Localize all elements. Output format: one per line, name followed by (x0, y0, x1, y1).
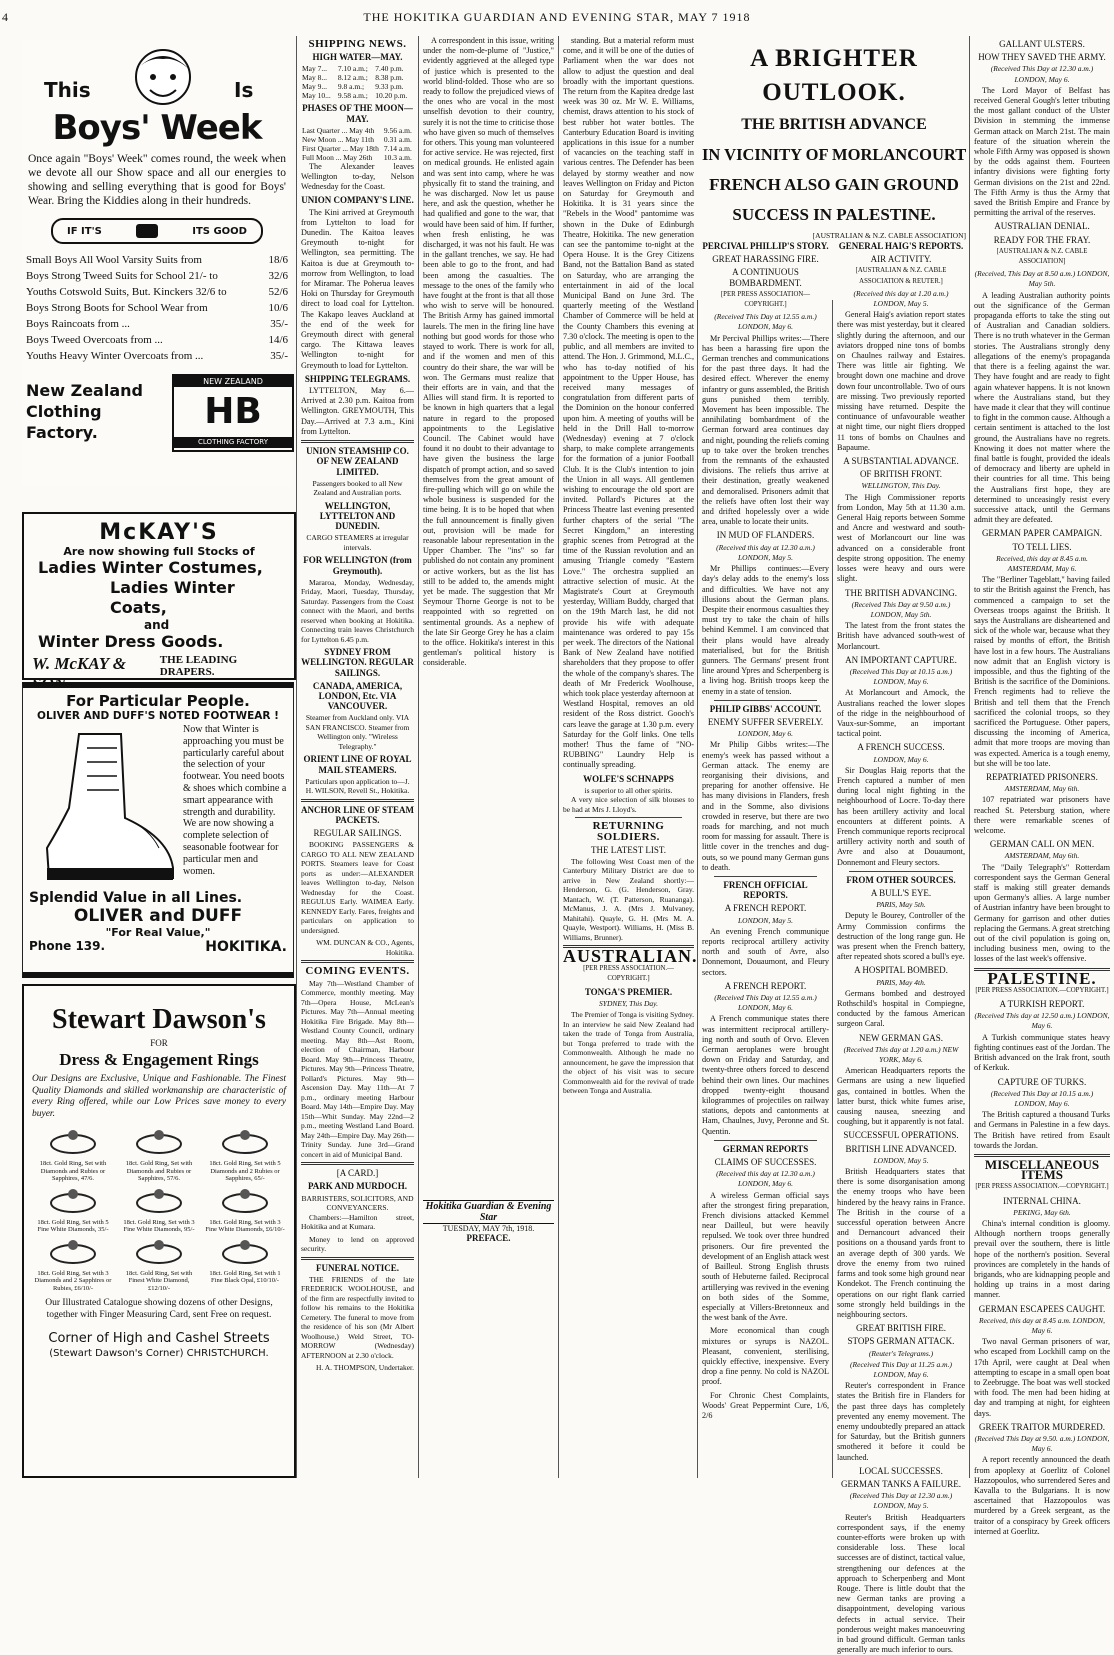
page-number: 4 (2, 10, 9, 24)
boys-week-title: Boys' Week (52, 108, 262, 148)
col7-b3: The "Berliner Tageblatt," having failed to stir the British against the French, has commenced a campaign to set the Overseas troops against the British. It says the Australians are disheartened and sick of the whole war, because what they raised by months of effort, the British have lost in a few hours. The Australians now admit that an English victory is impossible, and thus the fighting of the British is the sacrifice of the Dominions. French regiments had to relieve the British and tell them that the French sacrificed the colonial troops, so they sacrificed the Portuguese. Other papers, discussing the incoming of America, admit that more troops are moving than was expected. America is a tough enemy, but she will be too late. (974, 575, 1110, 768)
moon-cell: 0.31 a.m. (383, 134, 412, 144)
col6-h7: A HOSPITAL BOMBED. (854, 965, 948, 976)
oliver-head1: For Particular People. (66, 692, 250, 710)
col7-d12: (Received This Day at 9.50. a.m.) LONDON, May 6. (974, 1434, 1110, 1454)
col5-b1: Mr Percival Phillips writes:—There has been a harassing fire upon the German trenches and communications for the past three days. It had the desired effect. Wherever the enemy infantry or guns assembled, the British guns punished them terribly. Movement has been impossible. The annihilating bombardment of the German forward area continues day and night, pounding the reliefs coming up to take over the broken trenches from the remnants of the exhausted divisions. The reliefs thus arrive at their destination, greatly weakened and demoralised. Prisoners admit that the reliefs have often lost their way and drifted hopelessly over a wide area, unable to locate their units. (702, 333, 829, 527)
dawson-name: Stewart Dawson's (52, 1004, 266, 1035)
park-money: Money to lend on approved security. (301, 1234, 414, 1254)
moon-cell: First Quarter ... May 18th (302, 143, 379, 153)
col5-b5: A French communique states there was intermittent reciprocal artillery-ing north and south of Orvo. Eleven German aeroplanes were brought down on Friday and Saturday, and twenty-three others forced to descend behind their own lines. Our machines dropped twenty-eight thousand kilogrammes of projectiles on railway stations, depots and cantonments at Ham, Chaulnes, Juvy, Peronne and St. Quentin. (702, 1014, 829, 1136)
headline-l1: A BRIGHTER OUTLOOK. (750, 45, 918, 106)
park-heading: PARK AND MURDOCH. (307, 1181, 408, 1192)
ring-icon (129, 1236, 189, 1266)
oliver-body: Now that Winter is approaching you must be particularly careful about the selection of your footwear. You need boots & shoes which combine a smart appearance with strength and durability. We are now showing a complete selection of seasonable footwear for particular men and women. (183, 724, 287, 877)
moon-row (301, 126, 414, 135)
col6-h6: FROM OTHER SOURCES. (846, 874, 956, 885)
ad-this: This (44, 78, 91, 102)
tide-cell: May 7... (302, 64, 327, 74)
tide-cell: 7.40 p.m. (375, 64, 404, 74)
ring-caption: 18ct. Gold Ring, Set with 3 Diamonds and 2 Sapphires or Rubies, £6/10/- (34, 1269, 112, 1292)
col7-h7: A TURKISH REPORT. (999, 999, 1085, 1010)
banner-left: IF IT'S (67, 225, 102, 237)
local-news-column (563, 36, 698, 1480)
ring-grid (24, 1124, 294, 1294)
col7-h3b: TO TELL LIES. (1012, 541, 1072, 552)
masthead (0, 0, 1114, 34)
col6-b10: Reuter's correspondent in France states the British fire in Flanders for the past three days has completely prevented any enemy movement. The enemy undoubtedly prepared an attack for Saturday, but the British gunners smothered it before it could be launched. (837, 1381, 965, 1462)
dawson-catalogue: Our Illustrated Catalogue showing dozens of other Designs, together with Finger Measuring Card, sent Free on request. (45, 1298, 273, 1320)
col7-h1b: HOW THEY SAVED THE ARMY. (978, 52, 1106, 63)
boot-icon (29, 728, 179, 888)
col7-b8: The British captured a thousand Turks and Germans in Palestine in a few days. The British have retired from Esault towards the Jordan. (974, 1110, 1110, 1150)
wg-body: Mararoa, Monday, Wednesday, Friday, Maori, Tuesday, Thursday, Saturday. Passengers from the Coast connect with the Maori, and berths reserved when booking at Hokitika. Connecting train leaves Christchurch for Lyttelton 6.45 p.m. (301, 577, 414, 644)
ring-item (118, 1236, 200, 1293)
ring-item (32, 1236, 114, 1293)
australian-dateline: SYDNEY, This Day. (599, 999, 658, 1009)
park-sub: BARRISTERS, SOLICITORS, AND CONVEYANCERS. (301, 1193, 414, 1213)
union-body: The Kini arrived at Greymouth from Lyttelton to load for Dunedin. The Kaitoa leaves Greymouth to-night for Wellington, sea permitting. The Kaitoa is due at Greymouth to-morrow from Wellington, to load for Miramar. The Poherua leaves Hoki on Thursday for Greymouth direct to load coal for Lyttelton. The Kakapo leaves Auckland at the end of the week for Greymouth direct with general cargo. The Kittawa leaves Wellington to-night for Greymouth to load for Lyttelton. (301, 207, 414, 370)
anchor-agents: WM. DUNCAN & CO., Agents, Hokitika. (316, 938, 414, 957)
shipping-p1: The Alexander leaves Wellington to-day, Nelson Wednesday for the Coast. (301, 161, 414, 192)
col6-d8: (Received This day at 1.20 a.m.) NEW YORK, May 6. (843, 1044, 959, 1065)
events-body: May 7th—Westland Chamber of Commerce, monthly meeting. May 7th—Opera House, McLean's Pictures. May 7th—Annual meeting Hokitika Fire Brigade. May 8th—Westland County Council, ordinary meeting. May 8th—Ast Room, election of Chairman, Harbour Board. May 9th—Princess Theatre, Pictures. May 9th—Princess Theatre, Pollard's Pictures. May 9th—Ascension Day. May 11th—At 7 p.m., ordinary meeting Harbour Board. May 14th—Empire Day. May 15th—Whit Sunday. May 22nd—2 p.m., meeting Westland Land Board. May 24th—Empire Day. May 26th—Trinity Sunday. June 3rd—Grand concert in aid of Municipal Band. (301, 978, 414, 1159)
mckay-line5: Winter Dress Goods. (38, 632, 224, 651)
ring-icon (43, 1236, 103, 1266)
dawson-for: FOR (150, 1038, 168, 1048)
wolfe-heading: WOLFE'S SCHNAPPS (583, 773, 674, 784)
col6-h5: A FRENCH SUCCESS. (857, 742, 945, 753)
moon-cell: New Moon ... May 11th (302, 134, 375, 144)
moon-cell: 9.56 a.m. (383, 125, 412, 135)
price-item-value: 14/6 (268, 334, 288, 346)
column-rule (969, 36, 970, 1478)
tide-cell: 9.58 a.m.; (337, 91, 368, 101)
col5-d6: (Received this day at 12.30 a.m.) LONDON, May 6. (716, 1169, 815, 1189)
mckay-advertisement (22, 512, 296, 680)
col7-d1: (Received This Day at 12.30 a.m.) LONDON, May 6. (990, 64, 1094, 84)
ring-caption: 18ct. Gold Ring, Set with 3 Fine White Diamonds, 95/- (123, 1218, 195, 1233)
telegrams-body: LYTTELTON, May 6.—Arrived at 2.30 p.m. Kaitoa from Wellington. GREYMOUTH, This Day.—Arrived at 7.3 a.m., Kini from Lyttelton. (301, 386, 414, 436)
col6-h4: AN IMPORTANT CAPTURE. (845, 654, 957, 665)
price-item-label: Youths Heavy Winter Overcoats from ... (26, 350, 204, 362)
park-chambers: Chambers:—Hamilton street, Hokitika and at Kumara. (301, 1212, 414, 1232)
price-item-value: 35/- (270, 350, 288, 362)
price-list-item (26, 300, 288, 316)
logo-bottom: CLOTHING FACTORY (174, 437, 292, 448)
col3-top-body: A correspondent in this issue, writing under the nom-de-plume of "Justice," evidently aggrieved at the alleged type of justice which is presented to the world blind-folded. Those who are so ready to follow the prejudiced views of the ones who are vocal in the most unselfish devotion to their country, surely it is not the time to criticise those who have given so much of themselves for others. This young man volunteered for active service. He was rejected, first on medical grounds. He enlisted again and was sent into camp, where he was physically fit to stand the training, and he was discharged. Now let us pause here, and ask the question, whether he had qualified and gone to the war, that would have been said of him. If further, when fresh enlisting, he was discharged, it was not his fault. He was in the gallant trenches, we say. He had been able to go to the front, and had been among the casualties. The message to the ones of the family who have fought at the front is that all those who wish to serve will be honoured. The British Army has gained immortal laurels. The men in the firing line have nothing but good words for those who stayed to work. There is work for all, and if the women and men of this country do their share, the war will be won. The Germans must realize that their efforts are in vain, and that the Allies will stand firm. It is reported to be known in high quarters that a legal nature in regard to the proposed appointments to the Legislative Council. The Cabinet would have found it no doubt to their advantage to have given the business the large dispatch of prompt action, and so saved themselves from the great amount of fire-pulling which will go on while the whole business is suspended for the time being. It is to be hoped that when the full announcement is finally given out, provision will be made for reasonable labour representation in the Upper Chamber. The "ins" so far published do not contain any prominent or active workers, but as the list has still to be added to, the amends might yet be made. The suggestion that Mr Seymour Thorne George is not to be reappointed with so regretted on sentimental grounds. As a nephew of the late Sir George Grey he has a claim to the office. Hokitika's interest in this gentleman's political history is considerable. (423, 36, 554, 668)
col7-h1: GALLANT ULSTERS. (999, 39, 1085, 49)
col7-b10: China's internal condition is gloomy. Although northern troops generally prevail over the southern, there is little hope of the northern's position. Several provinces are completely in the hands of brigands, who are kidnapping people and holding up trains in a most daring manner. (974, 1218, 1110, 1300)
col6-d5: LONDON, May 6. (873, 754, 929, 764)
ring-icon (215, 1236, 275, 1266)
nz-clothing-factory: New Zealand Clothing Factory. (26, 381, 143, 442)
boys-price-list (22, 252, 292, 364)
war-news-column-1 (702, 238, 829, 1480)
col7-h12: GREEK TRAITOR MURDERED. (979, 1421, 1105, 1432)
col5-h1b: GREAT HARASSING FIRE. (712, 254, 819, 265)
ring-caption: 18ct. Gold Ring, Set with 5 Fine White Diamonds, 35/- (37, 1218, 109, 1233)
oliver-names: OLIVER and DUFF (73, 906, 243, 926)
col6-b2: The High Commissioner reports from London, May 5th at 11.30 a.m. General Haig reports between Somme and Ancre and westward and south-west of Morlancourt our line was advanced on a considerable front despite strong opposition. The enemy losses were heavy and ours were slight. (837, 492, 965, 584)
moon-table (301, 126, 414, 162)
price-item-label: Boys Raincoats from ... (26, 318, 130, 330)
tide-cell: 7.10 a.m.; (337, 64, 368, 74)
moon-row (301, 135, 414, 144)
ring-icon (43, 1126, 103, 1156)
col4-body: standing. But a material reform must come, and it will be one of the duties of Parliament when the war does not allow to adjust the question and deal broadly with the important questions. The return from the Kapitea dredge last week was 30 oz. Mr W. E. Williams, chemist, draws attention to his stock of best rubber hot water bottles. The Canterbury Education Board is inviting applications in this issue for a number of vacancies on the teaching staff in various centres. The Defender has been delayed by stormy weather and now leaves Wellington on Friday and Picton on Saturday for Greymouth and Hokitika. It is 31 years since the "Rebels in the Wood" pantomime was shown in the Duke of Edinburgh Theatre, Hokitika. The new generation can see the pantomime to-night at the Opera House. It is the Grey Citizens Band, not the Battalion Band as stated on Saturday, who are arranging the entertainment in aid of the local Municipal Band on June 3rd. The quarterly meeting of the Westland Chamber of Commerce will be held at the County Chambers this evening at 7.30 o'clock. The meeting is open to the public, and all members are invited to attend. The Hon. J. Grimmond, M.L.C., who has to-day notified of his appointment to the Upper House, has received many messages of congratulation from different parts of the Dominion on the honour conferred upon him. A meeting of youths will be held in the Drill Hall to-morrow (Wednesday) evening at 7 o'clock sharp, to make complete arrangements for the formation of a junior Football Club. It is the Club's intention to join the Union in all ways. All gentlemen wishing to encourage the old sport are invited. Pollard's Pictures at the Princess Theatre last evening presented further chapters of the serial "The Secret Kingdom," an interesting graphic scenes from Petrograd at the time of the Russian revolution and an amusing Triangle comedy "Eastern Love." The orchestra supplied an attractive selection of music. At the Magistrate's Court at Greymouth yesterday, William Buddy, charged that on the 19th March last, he did not provide his wife with adequate maintenance was ordered to pay 15s per week. The directors of the National Bank of New Zealand have notified shareholders that they propose to offer the whole of the company's shares. The death of Mr Frederick Woolhouse, which took place yesterday afternoon at Westland Hospital, removes an old resident of the Ross district. Gooch's cars leave the garage at 1.30 p.m. every Saturday for the Golf links. One tells mother! Thus the fame of "NO-RUBBING" Laundry Help is continually spreading. (563, 36, 694, 770)
moon-row (301, 153, 414, 162)
wolfe-blouses: A very nice selection of silk blouses to be had at Mrs J. Lloyd's. (563, 795, 694, 814)
col6-h1: GENERAL HAIG'S REPORTS. (838, 241, 964, 251)
tide-table (301, 64, 414, 100)
boys-week-advertisement (22, 40, 292, 486)
australian-body: The Premier of Tonga is visiting Sydney. In an interview he said New Zealand had taken the trade of Tonga from Australia, but Tonga preferred to trade with the Commonwealth. Although he made no announcement, he gave the impression that the object of his visit was to secure Commonwealth aid for the revival of trade between Tonga and Australia. (563, 1010, 694, 1096)
ring-caption: 18ct. Gold Ring, Set with Diamonds and Rubies or Sapphires, 47/6. (39, 1160, 107, 1182)
tide-row (301, 91, 414, 100)
preface-heading: PREFACE. (466, 1233, 511, 1243)
headline-l5: SUCCESS IN PALESTINE. (732, 205, 936, 224)
oliver-tag: "For Real Value," (105, 926, 211, 939)
column-rule (296, 36, 297, 1478)
price-item-label: Boys Strong Tweed Suits for School 21/- to (26, 270, 218, 282)
tide-row (301, 82, 414, 91)
col5-b6: A wireless German official says after the strongest firing preparation, French divisions attacked Kemmel near Dailleul, but were heavily repulsed. We took over three hundred prisoners. Our fire prevented the development of an English attack west of Bailleul. Strong English thrusts south of Hebuterne failed. Reciprocal artillerying was revived in the evening on both sides of the Somme, especially at Villers-Bretonneux and the west bank of the Avre. (702, 1190, 829, 1323)
ring-caption: 18ct. Gold Ring, Set with 3 Fine White Diamonds, £6/10/- (205, 1218, 285, 1233)
tide-cell: May 9... (302, 82, 327, 92)
oliver-phone: Phone 139. (29, 939, 106, 953)
col6-d9: LONDON, May 5. (873, 1155, 929, 1165)
column-rule (697, 300, 698, 1478)
moon-row (301, 144, 414, 153)
orient-heading: ORIENT LINE OF ROYAL MAIL STEAMERS. (303, 754, 412, 775)
col5-d3: LONDON, May 6. (737, 729, 793, 739)
price-item-value: 18/6 (268, 254, 288, 266)
moon-cell: 7.14 a.m. (383, 143, 412, 153)
col5-h6b: CLAIMS OF SUCCESSES. (714, 1157, 817, 1168)
col6-b6: Deputy le Bourey, Controller of the Army Commission confirms the destruction of the long range gun. He was present when the French battery, after repeated shots scored a bull's eye. (837, 911, 965, 962)
mckay-line3: Ladies Winter Coats, (110, 578, 235, 617)
col7-d11: Received, this day at 8.45 a.m. LONDON, May 6. (978, 1315, 1106, 1335)
col7-d7: (Received This day at 12.50 a.m.) LONDON, May 6. (974, 1011, 1110, 1031)
col7-b11: Two naval German prisoners of war, who escaped from Lockhill camp on the 17th April, were caught at Deal when attempting to escape in a small open boat to Zeebrugge. The boat was well stocked with food. The men had been hiding at day and tramping at night, for eighteen days. (974, 1337, 1110, 1418)
anchor-heading: ANCHOR LINE OF STEAM PACKETS. (301, 804, 414, 826)
col6-d1: (Received this day at 1.20 a.m.) LONDON, May 5. (853, 288, 949, 309)
col6-d2: WELLINGTON, This Day. (861, 481, 941, 491)
col7-b4: 107 repatriated war prisoners have reached St. Petersburg station, where there were remarkable scenes of welcome. (974, 795, 1110, 836)
col7-b12: A report recently announced the death from apoplexy at Goerlitz of Colonel Hazzopoulos, who surrendered Seres and Kavalla to the Bulgarians. It is now ascertained that Hazzopoulos was murdered by a Greek sergeant, as the traitor of a conspiracy by Greek officers interned at Goerlitz. (974, 1455, 1110, 1536)
funeral-undertaker: H. A. THOMPSON, Undertaker. (316, 1363, 414, 1373)
col7-b1: The Lord Mayor of Belfast has received General Gough's letter tributing the most gallant conduct of the Ulster Division in stemming the immense German attack on March 21st. The main feature of the situation wherein the whole Fifth Army was opposed is shown by the odds against them. Fourteen infantry divisions were fighting forty German divisions on the 21st and 22nd. The Fifth Army is thus the Army that saved the British Empire and France by permitting the arrival of the reserves. (974, 85, 1110, 218)
mckay-sign: W. McKAY & (32, 654, 126, 673)
ring-item (204, 1126, 286, 1183)
ring-caption: 18ct. Gold Ring, Set with Finest White Diamond, £12/10/- (125, 1269, 193, 1292)
war-news-column-2 (837, 238, 965, 1655)
col6-d11: (Received This Day at 12.30 a.m.) LONDON, May 5. (849, 1491, 953, 1511)
col6-h6b: A BULL'S EYE. (870, 887, 932, 898)
price-item-label: Youths Cotswold Suits, But. Kinckers 32/6 to (26, 286, 227, 298)
col5-b2: Mr Phillips continues:—Every day's delay adds to the enemy's loss and difficulties. We have not any illusions about the German plans. Despite their enormous casualties they must try to take the chain of hills behind Kemmel. I am convinced that their plans would have already materialised, but for the British gunners. The Germans' present front line around Ypres and Scherpenberg is a living hog. British troops keep the enemy in a state of tension. (702, 564, 829, 696)
canada-sub: Steamer from Auckland only. VIA SAN FRANCISCO. Steamer from Wellington only. "Wireless Telegraphy." (305, 713, 410, 751)
col7-h4: REPATRIATED PRISONERS. (986, 772, 1098, 783)
col6-h10c: (Reuter's Telegrams.) (868, 1348, 934, 1358)
ring-icon (129, 1185, 189, 1215)
events-heading: COMING EVENTS. (305, 965, 410, 978)
col7-cred3: [PER PRESS ASSOCIATION.—COPYRIGHT.] (975, 1183, 1109, 1191)
col5-h3: PHILIP GIBBS' ACCOUNT. (709, 703, 822, 714)
editorial-column (423, 36, 554, 1480)
boys-week-intro: Once again "Boys' Week" comes round, the week when we devote all our Show space and all our energies to showing and selling everything that is good for Boys' Wear. Bring the Kiddies along in their hundreds. (28, 153, 286, 207)
col6-b4: At Morlancourt and Amock, the Australians reached the lower slopes of the ridge in the neighbourhood of Vaux-sur-Somme, an important tactical point. (837, 688, 965, 739)
tide-cell: 9.33 p.m. (375, 82, 404, 92)
price-item-label: Boys Strong Boots for School Wear from (26, 302, 208, 314)
price-list-item (26, 268, 288, 284)
col7-d3: Received, this day at 8.45 a.m. AMSTERDAM, May 6. (996, 553, 1088, 573)
anchor-body: BOOKING PASSENGERS & CARGO TO ALL NEW ZEALAND PORTS. Steamers leave for Coast ports as under:—ALEXANDER leaves Wellington to-day, Nelson Wednesday for the Coast. REGULUS Early. WAIMEA Early. KENNEDY Early. Fares, freights and particulars on application to undersigned. (301, 840, 414, 935)
col6-h10b: STOPS GERMAN ATTACK. (847, 1336, 955, 1347)
logo-mid: HB (204, 391, 262, 432)
price-item-value: 10/6 (268, 302, 288, 314)
price-list-item (26, 348, 288, 364)
oliver-value: Splendid Value in all Lines. (29, 890, 243, 906)
col7-d4: AMSTERDAM, May 6th. (1004, 784, 1080, 794)
ring-caption: 18ct. Gold Ring, Set with 5 Diamonds and 2 Rubies or Sapphires, 65/- (209, 1160, 281, 1182)
col6-b3: The latest from the front states the British have advanced south-west of Morlancourt. (837, 621, 965, 651)
australian-credit: [PER PRESS ASSOCIATION.—COPYRIGHT.] (583, 964, 674, 982)
col6-b5: Sir Douglas Haig reports that the French captured a number of men during local night fighting in the neighbourhood of Locre. To-day there has been artillery activity and local encounters at different points. A French communique reports reciprocal artillery activity north and south of Avre and also at Douaumont, Donnemont and Fleury sectors. (837, 765, 965, 867)
hb-badge-icon (136, 224, 158, 238)
ring-icon (215, 1185, 275, 1215)
col5-cred: [PER PRESS ASSOCIATION—COPYRIGHT.] (720, 290, 811, 309)
oliver-duff-advertisement (22, 682, 294, 978)
column-rule (418, 36, 419, 1478)
telegrams-heading: SHIPPING TELEGRAMS. (304, 373, 411, 384)
col7-h11: GERMAN ESCAPEES CAUGHT. (978, 1303, 1106, 1314)
price-list-item (26, 284, 288, 300)
col7-cred: [AUSTRALIAN & N.Z. CABLE ASSOCIATION] (996, 247, 1088, 266)
australian-heading: AUSTRALIAN. (563, 946, 698, 967)
col5-h1c: A CONTINUOUS BOMBARDMENT. (729, 267, 802, 288)
tide-cell: 9.8 a.m.; (337, 82, 365, 92)
col6-h1b: AIR ACTIVITY. (870, 254, 932, 265)
column-rule (832, 300, 833, 1478)
col6-b1: General Haig's aviation report states there was mist yesterday, but it cleared slightly during the afternoon, and our aviators dropped nine tons of bombs on Chaulnes railway and Estaires. There was little air fighting. We brought down one machine and drove down four uncontrollable. Two of ours are missing. Two previously reported missing have returned. Despite the continuance of unfavourable weather at night time, our night fliers dropped 11 tons of bombs on Chaulnes and Bapaume. (837, 310, 965, 452)
col5-h2: IN MUD OF FLANDERS. (716, 530, 815, 541)
price-item-value: 35/- (270, 318, 288, 330)
col6-h8: NEW GERMAN GAS. (858, 1032, 944, 1043)
tide-cell: May 8... (302, 73, 327, 83)
oliver-town: HOKITIKA. (205, 939, 287, 955)
shipping-column (301, 36, 414, 1480)
tide-cell: 8.38 p.m. (375, 73, 404, 83)
masthead-title: THE HOKITIKA GUARDIAN AND EVENING STAR, MAY 7 1918 (363, 10, 751, 24)
dawson-body: Our Designs are Exclusive, Unique and Fashionable. The Finest Quality Diamonds and skilled workmanship are characteristic of every Ring offered, while our Low Prices save money to every buyer. (32, 1074, 286, 1119)
col6-d3: (Received This Day at 9.50 a.m.) LONDON, May 5th. (851, 599, 951, 619)
price-item-label: Boys Tweed Overcoats from ... (26, 334, 163, 346)
col7-d10: PEKING, May 6th. (1013, 1207, 1071, 1217)
col6-h9: SUCCESSFUL OPERATIONS. (843, 1130, 959, 1141)
col7-h3: GERMAN PAPER CAMPAIGN. (981, 528, 1103, 539)
returning-body: The following West Coast men of the Canterbury Military District are due to arrive in New Zealand shortly:—Henderson, G. (G. Henderson, Gray. Mantach, W. (T. Patterson, Ruananga). McManus, J. A. (Mrs J. Mulvaney, Mahitahi). Quayle, G. H. (Mrs M. A. Quayle, Westport). Williams, H. (Miss B. Williams, Brunner). (563, 856, 694, 942)
headline-l4: FRENCH ALSO GAIN GROUND (709, 175, 959, 194)
col5-d1: (Received This Day at 12.55 a.m.) LONDON, May 6. (714, 312, 817, 332)
wlt-sub: CARGO STEAMERS at irregular intervals. (306, 533, 409, 552)
col6-h2b: OF BRITISH FRONT. (859, 469, 943, 480)
editorial-masthead-block (423, 1200, 554, 1243)
col5-h6: GERMAN REPORTS (722, 1143, 809, 1154)
col6-h10: GREAT BRITISH FIRE. (855, 1323, 947, 1334)
mckay-line4: and (144, 618, 170, 632)
col7-d2: (Received, This Day at 8.50 a.m.) LONDON, May 5th. (974, 269, 1110, 289)
wlt-heading: WELLINGTON, LYTTELTON AND DUNEDIN. (319, 500, 396, 532)
col5-h3b: ENEMY SUFFER SEVERELY. (707, 716, 824, 727)
sydney-heading: SYDNEY FROM WELLINGTON. REGULAR SAILINGS. (301, 647, 414, 678)
ring-item (118, 1185, 200, 1234)
orient-sub: Particulars upon application to—J. H. WILSON, Revell St., Hokitika. (305, 776, 410, 796)
ad-is: Is (234, 78, 254, 102)
col6-h9b: BRITISH LINE ADVANCED. (845, 1143, 957, 1154)
tide-cell: May 10... (302, 91, 331, 101)
canada-heading: CANADA, AMERICA, LONDON, Etc. VIA VANCOUVER. (312, 680, 403, 712)
union-heading: UNION COMPANY'S LINE. (301, 195, 414, 206)
col6-cred: [AUSTRALIAN & N.Z. CABLE ASSOCIATION & REUTER.] (855, 267, 947, 285)
col6-h2: A SUBSTANTIAL ADVANCE. (843, 456, 959, 467)
col5-b6c: For Chronic Chest Complaints, Woods' Great Peppermint Cure, 1/6, 2/6 (702, 1390, 829, 1420)
moon-cell: Last Quarter ... May 4th (302, 125, 375, 135)
col6-h11: LOCAL SUCCESSES. (859, 1465, 943, 1476)
col6-d4: (Received This Day at 10.15 a.m.) LONDON, May 6. (849, 666, 953, 687)
main-headline (702, 42, 966, 242)
card-label: [A CARD.] (336, 1168, 379, 1179)
returning-heading: RETURNING SOLDIERS. (592, 820, 665, 843)
ring-item (204, 1236, 286, 1293)
col6-h11b: GERMAN TANKS A FAILURE. (841, 1478, 961, 1489)
col7-h10: INTERNAL CHINA. (1003, 1195, 1081, 1206)
ring-caption: 18ct. Gold Ring, Set with Diamonds and Rubies or Sapphires, 57/6. (125, 1160, 193, 1182)
if-its-banner (51, 218, 263, 244)
ring-icon (215, 1126, 275, 1156)
mckay-name: McKAY'S (99, 520, 219, 545)
col5-b6b: More economical than cough mixtures or syrups is NAZOL. Pleasant, convenient, sterilising, quickly effective, inexpensive. Every drop a fine penny. No cold is NAZOL proof. (702, 1326, 829, 1387)
paper-masthead: Hokitika Guardian & Evening Star (423, 1200, 554, 1224)
col7-cred2: [PER PRESS ASSOCIATION.—COPYRIGHT.] (975, 986, 1109, 994)
wolfe-sub: is superior to all other spirits. (584, 785, 673, 795)
funeral-body: THE FRIENDS of the late FREDERICK WOOLHOUSE, and of the firm are respectfully invited to follow his remains to the Hokitika Cemetery. The funeral to move from the residence of his son (Mr Albert Woolhouse,) Weld Street, TO-MORROW (Wednesday) AFTERNOON at 2.30 o'clock. (301, 1274, 414, 1360)
col5-d4: LONDON, May 5. (737, 915, 793, 925)
tonga-heading: TONGA'S PREMIER. (584, 987, 673, 998)
price-list-item (26, 332, 288, 348)
stewart-dawson-advertisement (22, 984, 296, 1478)
price-list-item (26, 316, 288, 332)
wg-heading: FOR WELLINGTON (from Greymouth). (303, 555, 412, 576)
banner-right: ITS GOOD (192, 225, 247, 237)
mckay-line2: Ladies Winter Costumes, (38, 558, 263, 577)
logo-top: NEW ZEALAND (174, 376, 292, 387)
col6-b9: British Headquarters states that there is some disorganisation among the enemy troops who have been hindered by the heavy rains in France. The British in the course of a successful operation between Ancre and Dernancourt advanced their positions on a thousand yards front to an average depth of 300 yards. We drove the enemy from two ruined farms and took some high ground near Kondekot. The French continuing the operations on our right flank carried some strongly held buildings in the neighbouring sectors. (837, 1167, 965, 1319)
returning-sub: THE LATEST LIST. (591, 844, 666, 855)
price-item-value: 52/6 (268, 286, 288, 298)
ring-caption: 18ct. Gold Ring, Set with 1 Fine Black Opal, £10/10/- (209, 1269, 281, 1284)
usco-heading: UNION STEAMSHIP CO. OF NEW ZEALAND LIMITED. (306, 446, 409, 477)
col6-d10: (Received This Day at 11.25 a.m.) LONDON, May 6. (850, 1359, 952, 1379)
col7-h2: AUSTRALIAN DENIAL. (994, 221, 1090, 232)
moon-cell: Full Moon ... May 26th (302, 152, 373, 162)
ring-icon (43, 1185, 103, 1215)
mckay-sign2: THE LEADING DRAPERS. (159, 654, 238, 678)
tide-row (301, 64, 414, 73)
dawson-corner: Corner of High and Cashel Streets (48, 1331, 270, 1346)
hb-logo (172, 374, 294, 452)
funeral-heading: FUNERAL NOTICE. (315, 1262, 399, 1273)
col5-b4: An evening French communique reports reciprocal artillery activity north and south of Avre, also Donnemont, Douaumont, and Fleury sectors. (702, 926, 829, 977)
col5-h5: A FRENCH REPORT. (724, 980, 807, 991)
col7-b7: A Turkish communique states heavy fighting continues east of the Jordan. The British advanced on the Irak front, south of Kerkuk. (974, 1032, 1110, 1073)
ring-item (32, 1185, 114, 1234)
col7-d5: AMSTERDAM, May 6th. (1004, 851, 1080, 861)
moon-cell: 10.3 a.m. (383, 152, 412, 162)
tide-cell: 10.20 p.m. (375, 91, 408, 101)
col6-b11: Reuter's British Headquarters correspondent says, if the enemy counter-efforts were broken up with considerable loss. These local successes are of distinct, tactical value, strengthening our defences at the approach to Scherpenberg and Mont Rouge. There is little doubt that the new German tanks are proving a disappointment, developing various defects in actual service. Their ponderous weight makes manoeuvring in bad ground difficult. German tanks generally are much inferior to ours. (837, 1512, 965, 1655)
col5-d5: (Received This Day at 12.55 a.m.) LONDON, May 6. (714, 993, 817, 1013)
boy-face-icon (126, 42, 200, 112)
shipping-sub: HIGH WATER—MAY. (312, 52, 403, 63)
col5-d2: (Received this day at 12.30 a.m.) LONDON, May 5. (716, 542, 815, 562)
mckay-line1: Are now showing full Stocks of (63, 545, 255, 558)
col6-b7: Germans bombed and destroyed Rothschild's hospital in Compiegne, conducted by the famous American surgeon Caral. (837, 988, 965, 1029)
column-rule (558, 36, 559, 1478)
price-item-label: Small Boys All Wool Varsity Suits from (26, 254, 202, 266)
col6-d7: PARIS, May 4th. (876, 977, 926, 987)
tide-row (301, 73, 414, 82)
ring-item (32, 1126, 114, 1183)
col7-h6: PALESTINE. (987, 968, 1097, 988)
price-item-value: 32/6 (268, 270, 288, 282)
col7-h8: CAPTURE OF TURKS. (997, 1076, 1087, 1087)
col7-h5: GERMAN CALL ON MEN. (989, 839, 1095, 850)
col5-b3: Mr Philip Gibbs writes:—The enemy's week has passed without a German attack. The enemy are reorganising their divisions, and preparing for another offensive. He has many divisions in Flanders, fresh and in the Somme, also divisions crowded in reserve, but there are two roads for marching, and not much room for massing for assault. There is little cover in the trenches and dug-outs, so we pound many German guns to death. (702, 740, 829, 872)
anchor-sub: REGULAR SAILINGS. (313, 828, 402, 839)
col7-d8: (Received This Day at 10.15 a.m.) LONDON, May 6. (990, 1088, 1094, 1108)
usco-sub: Passengers booked to all New Zealand and Australian ports. (312, 478, 403, 498)
col5-h1: PERCIVAL PHILLIP'S STORY. (702, 241, 829, 251)
cables-column (974, 36, 1110, 1536)
tide-cell: 8.12 a.m.; (337, 73, 368, 83)
col6-b8: American Headquarters reports the Germans are using a new liquefied gas, contained in bottles. When the latter burst, thick white fumes arise, causing nausea, sneezing and coughing, but it apparently is not fatal. (837, 1066, 965, 1127)
dawson-corner2: (Stewart Dawson's Corner) CHRISTCHURCH. (49, 1348, 269, 1359)
price-list-item (26, 252, 288, 268)
ring-item (204, 1185, 286, 1234)
ring-icon (129, 1126, 189, 1156)
col5-h4b: A FRENCH REPORT. (724, 903, 807, 914)
moon-phases-title: PHASES OF THE MOON—MAY. (302, 103, 413, 124)
headline-l3: IN VICINITY OF MORLANCOURT (702, 145, 967, 164)
col6-h3: THE BRITISH ADVANCING. (844, 587, 958, 598)
paper-date: TUESDAY, MAY 7th, 1918. (442, 1224, 535, 1233)
col7-b2: A leading Australian authority points out the significance of the German propaganda efforts to take the sting out of Australian and Canadian soldiers. There is no truth whatever in the German stories. The Australians strongly deny allegations of the enemy's propaganda that there is a feeling against the war. They have fought and are ready to fight again whatever happens. It is not known where the Australians stand, but they have made it clear that they will continue to fight in the common cause. Although a certain sentiment is attached to the lost ground, the Australians have no regrets. Knowing it does not matter where the final battle is fought, provided the ideals of democracy and liberty are upheld in their countries for all time. This being the Australians first hope, they are determined to unceasingly resist every successive attack, until the Germans admit they are defeated. (974, 290, 1110, 525)
headline-credit: [AUSTRALIAN & N.Z. CABLE ASSOCIATION] (812, 231, 966, 240)
oliver-head2: OLIVER AND DUFF'S NOTED FOOTWEAR ! (37, 710, 279, 722)
dawson-title: Dress & Engagement Rings (59, 1050, 259, 1069)
col7-b5: The "Daily Telegraph's" Rotterdam correspondent says the German General staff is making still greater demands upon Germany's allies. A large number of Austrian infantry have been brought to Germany for garrison and other duties replacing the Germans. A great stretching out of the civil population is going on, including business men, owing to the losses of the last week's offensive. (974, 862, 1110, 964)
col5-h4: FRENCH OFFICIAL REPORTS. (723, 879, 808, 901)
ring-item (118, 1126, 200, 1183)
col6-d6: PARIS, May 5th. (876, 900, 926, 910)
headline-l2: THE BRITISH ADVANCE (741, 116, 927, 133)
col7-h2b: READY FOR THE FRAY. (993, 234, 1091, 245)
shipping-title: SHIPPING NEWS. (308, 38, 407, 50)
col7-h9: MISCELLANEOUS ITEMS (984, 1156, 1100, 1183)
